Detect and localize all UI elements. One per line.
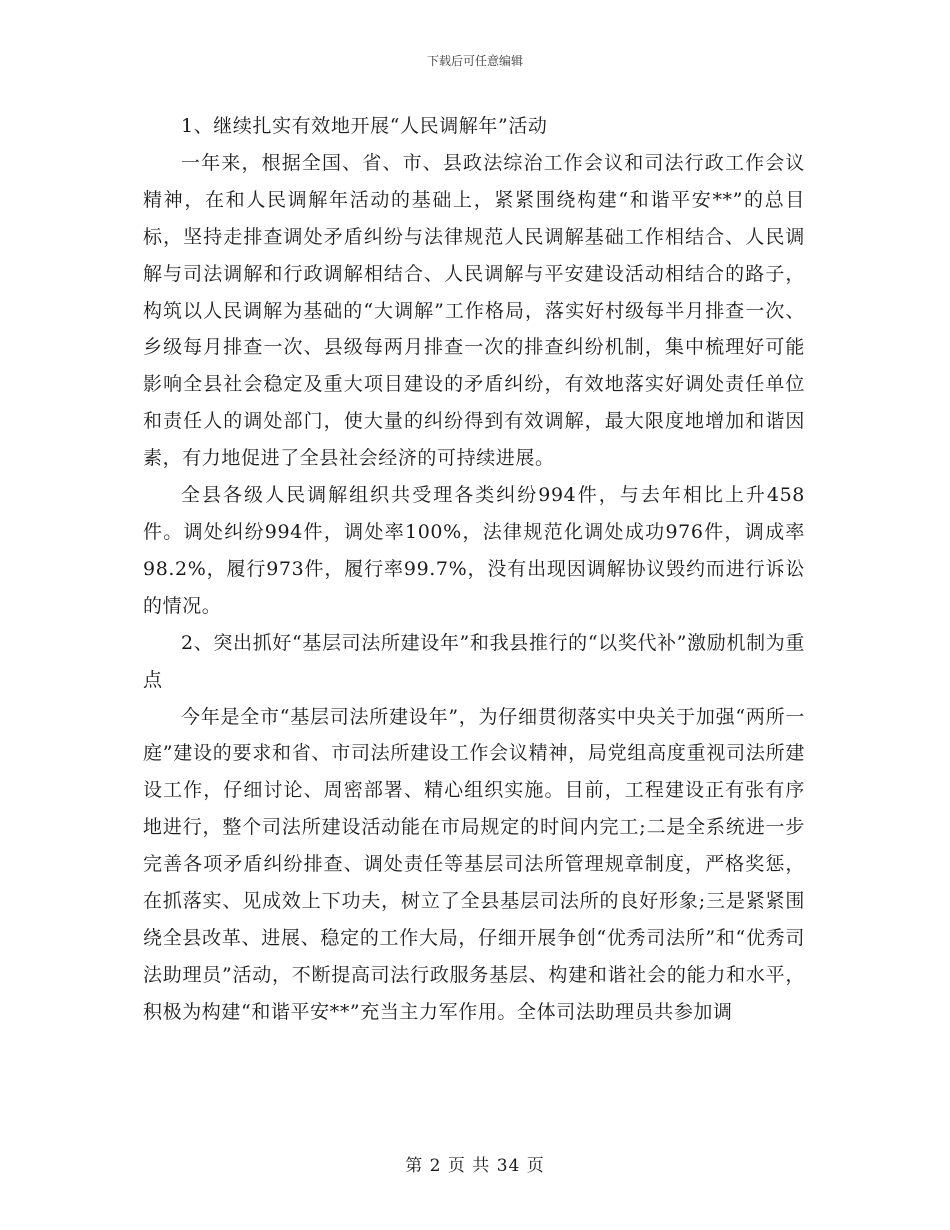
- section-heading-2: 2、突出抓好“基层司法所建设年”和我县推行的“以奖代补”激励机制为重点: [143, 631, 805, 691]
- document-body: [143, 108, 805, 1031]
- paragraph: 今年是全市“基层司法所建设年”，为仔细贯彻落实中央关于加强“两所一庭”建设的要求和省、市司法所建设工作会议精神，局党组高度重视司法所建设工作，仔细讨论、周密部署、精心组织实施。目前，工程建设正有张有序地进行，整个司法所建设活动能在市局规定的时间内完工;二是全系统进一步完善各项矛盾纠纷排查、调处责任等基层司法所管理规章制度，严格奖惩，在抓落实、见成效上下功夫，树立了全县基层司法所的良好形象;三是紧紧围绕全县改革、进展、稳定的工作大局，仔细开展争创“优秀司法所”和“优秀司法助理员”活动，不断提高司法行政服务基层、构建和谐社会的能力和水平，积极为构建“和谐平安**”充当主力军作用。全体司法助理员共参加调: [143, 705, 805, 1023]
- page-number-footer: 第 2 页 共 34 页: [405, 1156, 545, 1176]
- page-header: 下载后可任意编辑: [426, 54, 523, 68]
- paragraph: 一年来，根据全国、省、市、县政法综治工作会议和司法行政工作会议精神，在和人民调解年活动的基础上，紧紧围绕构建“和谐平安**”的总目标，坚持走排查调处矛盾纠纷与法律规范人民调解基础工作相结合、人民调解与司法调解和行政调解相结合、人民调解与平安建设活动相结合的路子，构筑以人民调解为基础的“大调解”工作格局，落实好村级每半月排查一次、乡级每月排查一次、县级每两月排查一次的排查纠纷机制，集中梳理好可能影响全县社会稳定及重大项目建设的矛盾纠纷，有效地落实好调处责任单位和责任人的调处部门，使大量的纠纷得到有效调解，最大限度地增加和谐因素，有力地促进了全县社会经济的可持续进展。: [143, 151, 805, 470]
- section-heading-1: 1、继续扎实有效地开展“人民调解年”活动: [181, 115, 548, 137]
- paragraph: 全县各级人民调解组织共受理各类纠纷994件，与去年相比上升458件。调处纠纷994件，调处率100%，法律规范化调处成功976件，调成率98.2%，履行973件，履行率99.7%，没有出现因调解协议毁约而进行诉讼的情况。: [143, 484, 805, 617]
